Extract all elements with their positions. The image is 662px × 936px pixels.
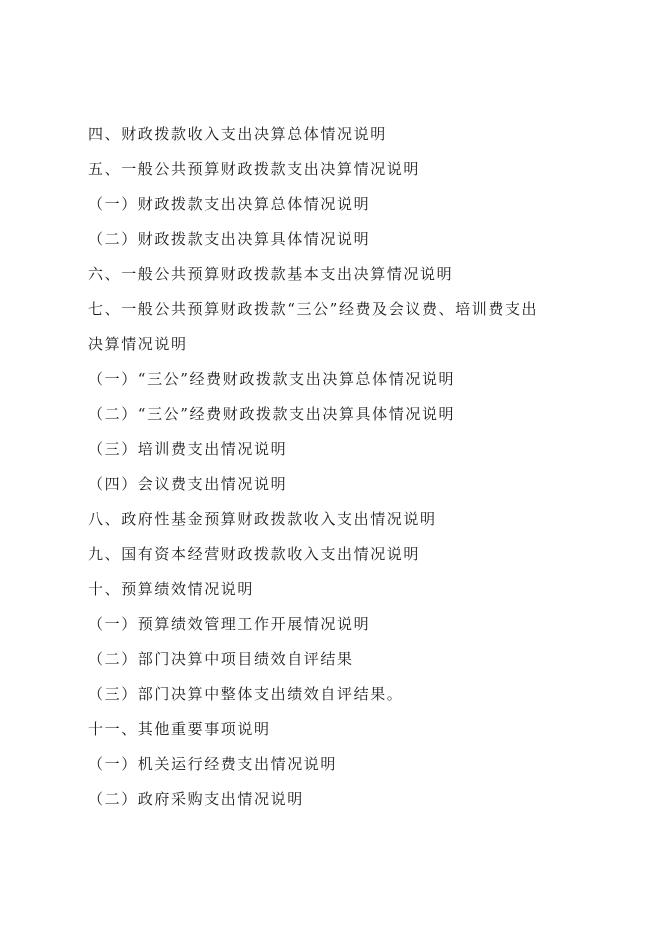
toc-line: （一）财政拨款支出决算总体情况说明 xyxy=(88,195,371,213)
toc-line: 九、国有资本经营财政拨款收入支出情况说明 xyxy=(88,545,421,563)
toc-line: 七、一般公共预算财政拨款“三公”经费及会议费、培训费支出 xyxy=(88,300,539,318)
toc-line: 五、一般公共预算财政拨款支出决算情况说明 xyxy=(88,160,421,178)
toc-line: （三）培训费支出情况说明 xyxy=(88,440,288,458)
toc-line: （二）部门决算中项目绩效自评结果 xyxy=(88,650,354,668)
table-of-contents xyxy=(88,117,588,817)
toc-line: （二）“三公”经费财政拨款支出决算具体情况说明 xyxy=(88,405,456,423)
toc-line: （二）财政拨款支出决算具体情况说明 xyxy=(88,230,371,248)
toc-line: 十一、其他重要事项说明 xyxy=(88,720,271,738)
toc-line: 决算情况说明 xyxy=(88,335,188,353)
toc-line: （二）政府采购支出情况说明 xyxy=(88,790,304,808)
toc-line: 四、财政拨款收入支出决算总体情况说明 xyxy=(88,125,387,143)
toc-line: （三）部门决算中整体支出绩效自评结果。 xyxy=(88,685,404,703)
toc-line: 八、政府性基金预算财政拨款收入支出情况说明 xyxy=(88,510,437,528)
toc-line: （一）预算绩效管理工作开展情况说明 xyxy=(88,615,371,633)
toc-line: （一）机关运行经费支出情况说明 xyxy=(88,755,338,773)
toc-line: （一）“三公”经费财政拨款支出决算总体情况说明 xyxy=(88,370,456,388)
toc-line: 六、一般公共预算财政拨款基本支出决算情况说明 xyxy=(88,265,454,283)
toc-line: 十、预算绩效情况说明 xyxy=(88,580,255,598)
toc-line: （四）会议费支出情况说明 xyxy=(88,475,288,493)
